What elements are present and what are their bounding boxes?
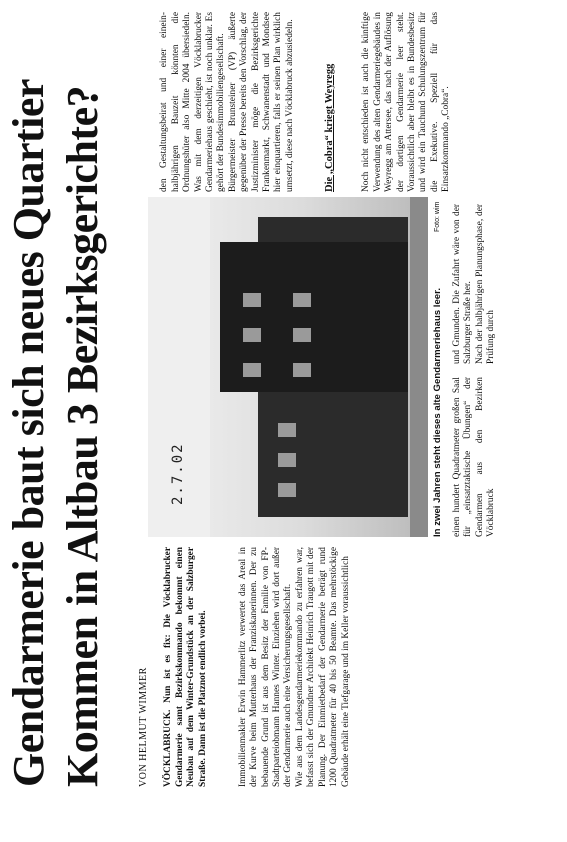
photo-window <box>278 453 296 467</box>
article-column-1 <box>152 547 363 787</box>
section-subhead: Die „Cobra“ kriegt Weyregg <box>324 63 336 192</box>
photo-window <box>293 328 311 342</box>
photo-window <box>278 483 296 497</box>
article-column-2: einen hundert Quadratmeter großen Saal für „einsatztaktische Übungen“ der Gendarmen aus den Bezirken Vöcklabruck <box>452 377 497 537</box>
article-column-4 <box>148 12 464 192</box>
article-lead: VÖCKLABRUCK. Nun ist es fix: Die Vöcklabrucker Gendarmerie samt Bezirkskommando bekommt einen Neubau auf dem Winter-Grundstück an der Salzburger Straße. Dann ist die Platznot endlich vorbei. <box>163 547 208 787</box>
handwritten-date: 2.7.02 <box>170 442 186 505</box>
photo-credit: Foto: wim <box>434 201 441 232</box>
photo-window <box>243 293 261 307</box>
article-body-part-1: Immobilienmakler Erwin Hammerlitz verwertet das Areal in der Kurve beim Mutterhaus der Franziskanerinnen. Der zu bebauende Grund ist aus dem Besitz der Familie von FP-Stadtparteiobmann Hannes Winter. Einziehen wird dort außer der Gendarmerie auch eine Versicherungsgesellschaft. Wie aus dem Landesgendarmeriekommando zu erfahren war, befasst sich der Gmundner Architekt Heinrich Traugott mit der Planung. Der Einmietbedarf der Gendarmerie beträgt rund 1200 Quadratmeter für 40 bis 50 Beamte. Das mehrstöckige Gebäude erhält eine Tiefgarage und im Keller voraussichtlich <box>237 547 351 787</box>
photo-window <box>243 328 261 342</box>
headline-line-1: Gendarmerie baut sich neues Quartier <box>4 79 53 787</box>
article-column-3: und Gmunden. Die Zufahrt wäre von der Salzburger Straße her. Nach der halbjährigen Planungsphase, der Prüfung durch <box>452 204 497 364</box>
photo-ground <box>410 197 428 537</box>
photo-window <box>293 363 311 377</box>
gendarmerie-building-photo <box>148 197 428 537</box>
article-body-part-4a: den Gestaltungsbeirat und einer eineinhalbjährigen Bauzeit könnten die Ordnungshüter also Mitte 2004 übersiedeln. Was mit dem derzeitigen Vöcklabrucker Gendarmeriehaus geschieht, ist noch unklar. Es gehört der Bundesimmobiliengesellschaft. Bürgermeister Brunsteiner (VP) äußerte gegenüber der Presse bereits den Vorschlag, der Justizminister möge die Bezirksgerichte Frankenmarkt, Schwanenstadt und Mondsee hier einquartieren, falls er seinen Plan wirklich umsetzt, diese nach Vöcklabruck abzusiedeln. <box>159 12 295 192</box>
photo-window <box>278 423 296 437</box>
byline: VON HELMUT WIMMER <box>138 667 149 787</box>
headline-line-2: Kommen in Altbau 3 Bezirksgerichte? <box>58 85 107 787</box>
photo-caption: In zwei Jahren steht dieses alte Gendarmeriehaus leer. <box>432 287 443 537</box>
article-body-part-4b: Noch nicht entschieden ist auch die künftige Verwendung des alten Gendarmeriegebäudes in Weyregg am Attersee, das nach der Auflösung der dortigen Gendarmerie leer steht. Voraussichtlich aber bleibt es in Bundesbesitz und wird ein Tauchund Schulungszentrum für die Exekutive. Speziell für das Einsatzkommando „Cobra“. <box>361 12 452 192</box>
photo-window <box>293 293 311 307</box>
photo-window <box>243 363 261 377</box>
